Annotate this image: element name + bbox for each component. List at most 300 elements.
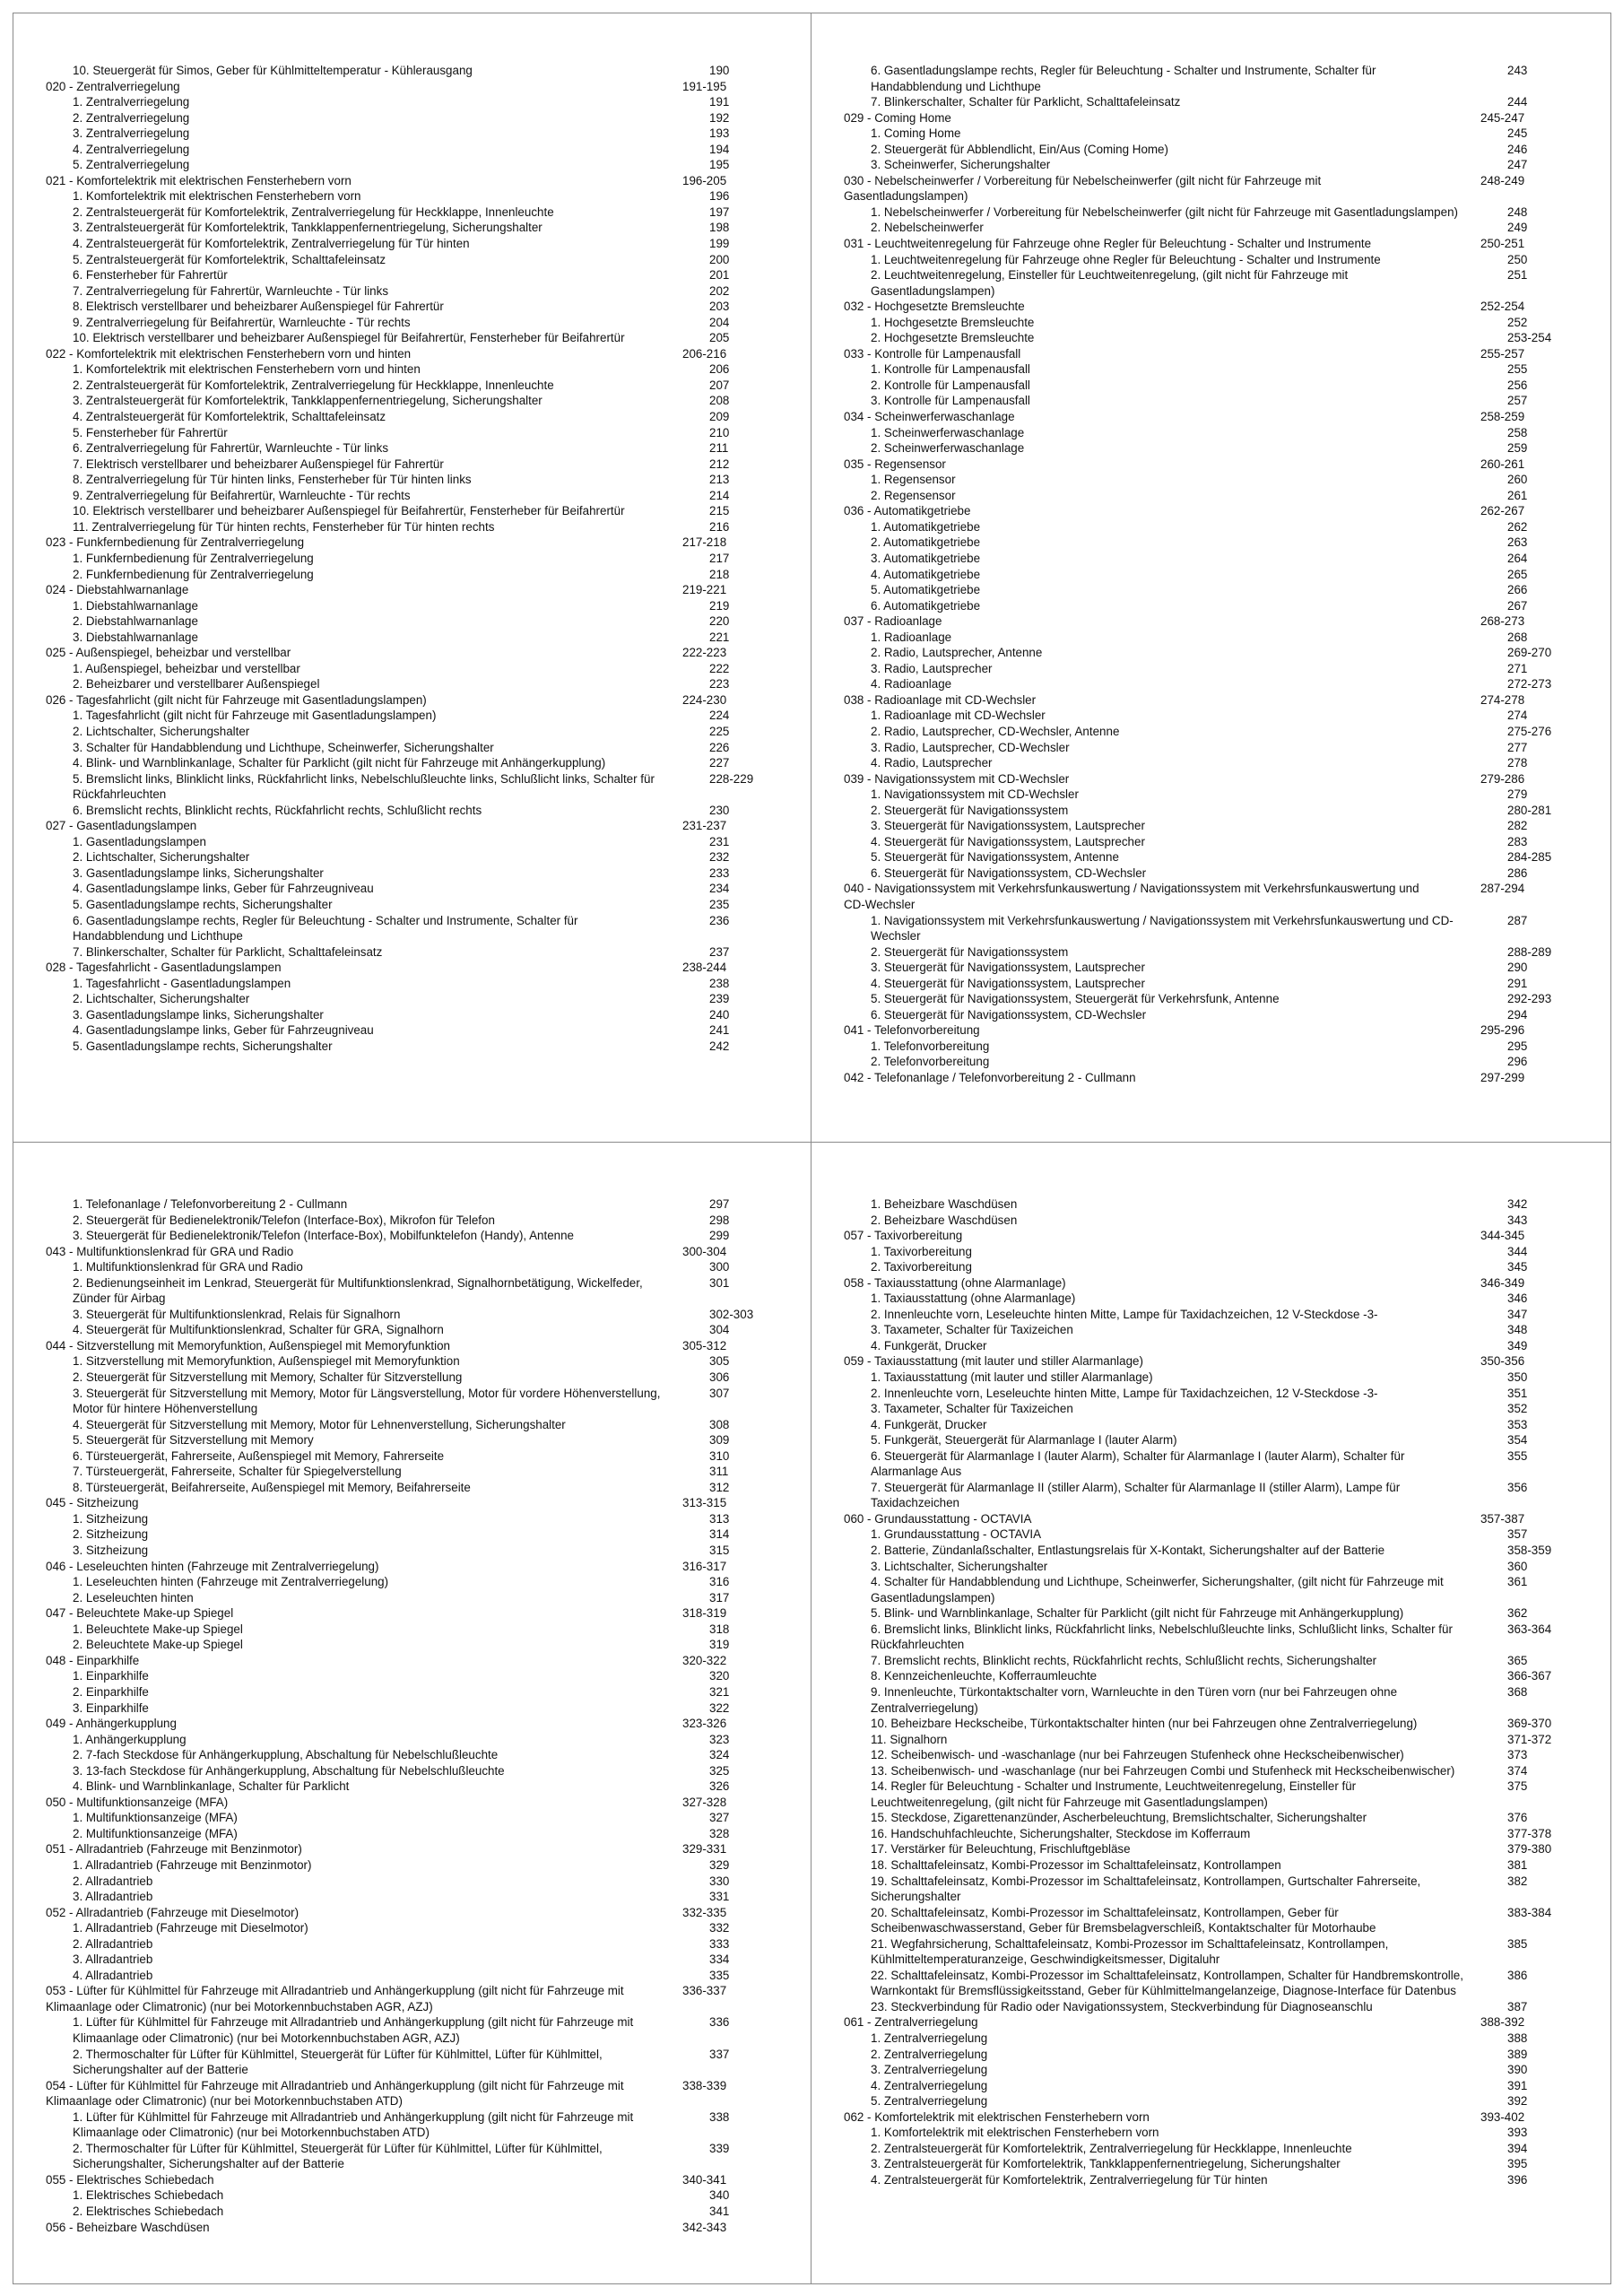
toc-subentry	[844, 519, 1601, 535]
toc-subentry	[46, 1968, 802, 1984]
toc-subentry	[46, 755, 802, 771]
toc-entry-page: 207	[709, 378, 730, 392]
toc-entry-page: 321	[709, 1684, 730, 1699]
toc-entry-page: 231-237	[682, 819, 727, 833]
toc-section	[844, 299, 1601, 315]
toc-subentry	[844, 818, 1601, 834]
toc-entry-title: 7. Elektrisch verstellbarer und beheizbarer Außenspiegel für Fahrertür	[73, 457, 444, 471]
toc-entry-page: 223	[709, 677, 730, 691]
toc-entry-page: 349	[1507, 1338, 1528, 1352]
toc-entry-page: 259	[1507, 441, 1528, 456]
toc-subentry	[46, 1370, 802, 1386]
toc-entry-title: 2. Batterie, Zündanlaßschalter, Entlastungsrelais für X-Kontakt, Sicherungshalter auf der Batterie	[871, 1544, 1385, 1558]
toc-entry-title: 4. Steuergerät für Navigationssystem, Lautsprecher	[871, 976, 1145, 990]
toc-subentry	[46, 1874, 802, 1890]
toc-entry-title: 3. Gasentladungslampe links, Sicherungshalter	[73, 865, 324, 880]
toc-entry-page: 343	[1507, 1213, 1528, 1227]
toc-entry-page: 346	[1507, 1292, 1528, 1306]
toc-subentry	[844, 1874, 1601, 1905]
toc-entry-title: 3. Steuergerät für Bedienelektronik/Telefon (Interface-Box), Mobilfunktelefon (Handy), Antenne	[73, 1229, 574, 1243]
toc-entry-page: 313	[709, 1511, 730, 1526]
toc-entry-title: 057 - Taxivorbereitung	[844, 1229, 963, 1243]
toc-entry-title: 036 - Automatikgetriebe	[844, 504, 971, 518]
toc-entry-page: 282	[1507, 819, 1528, 833]
toc-subentry	[844, 94, 1601, 110]
toc-entry-title: 1. Allradantrieb (Fahrzeuge mit Dieselmotor)	[73, 1921, 308, 1935]
toc-entry-page: 385	[1507, 1936, 1528, 1951]
toc-subentry	[844, 1054, 1601, 1070]
toc-section	[844, 173, 1601, 204]
toc-subentry	[844, 1763, 1601, 1779]
toc-subentry	[46, 834, 802, 850]
toc-entry-page: 194	[709, 142, 730, 156]
toc-entry-title: 5. Zentralsteuergerät für Komfortelektrik, Schalttafeleinsatz	[73, 252, 386, 266]
toc-subentry	[844, 2031, 1601, 2047]
toc-subentry	[844, 440, 1601, 457]
toc-entry-page: 352	[1507, 1402, 1528, 1416]
toc-entry-page: 328	[709, 1826, 730, 1840]
toc-entry-title: 1. Telefonvorbereitung	[871, 1039, 990, 1053]
toc-entry-page: 238	[709, 976, 730, 990]
toc-section	[46, 582, 802, 598]
toc-section	[46, 2220, 802, 2236]
toc-entry-title: 5. Gasentladungslampe rechts, Sicherungshalter	[73, 897, 333, 911]
toc-subentry	[844, 1386, 1601, 1402]
toc-entry-title: 14. Regler für Beleuchtung - Schalter und Instrumente, Leuchtweitenregelung, Einsteller für Leuchtweitenregelung, (gilt nicht für Fahrzeuge mit Gasentladungslampen)	[871, 1779, 1357, 1809]
toc-subentry	[844, 991, 1601, 1007]
toc-entry-page: 257	[1507, 394, 1528, 408]
toc-entry-title: 2. Radio, Lautsprecher, Antenne	[871, 646, 1043, 660]
toc-entry-title: 2. Lichtschalter, Sicherungshalter	[73, 850, 250, 865]
toc-entry-page: 217	[709, 551, 730, 565]
toc-subentry	[46, 283, 802, 300]
toc-entry-title: 029 - Coming Home	[844, 110, 951, 125]
toc-entry-title: 7. Steuergerät für Alarmanlage II (stiller Alarm), Schalter für Alarmanlage II (stiller Alarm), Lampe für Taxidachzeichen	[871, 1480, 1401, 1510]
toc-entry-page: 268	[1507, 630, 1528, 644]
toc-entry-title: 10. Elektrisch verstellbarer und beheizbarer Außenspiegel für Beifahrertür, Fensterheber für Beifahrertür	[73, 504, 625, 518]
toc-entry-title: 4. Zentralverriegelung	[871, 2078, 988, 2092]
toc-entry-title: 12. Scheibenwisch- und -waschanlage (nur bei Fahrzeugen Stufenheck ohne Heckscheibenwischer)	[871, 1748, 1404, 1762]
toc-entry-page: 304	[709, 1323, 730, 1337]
toc-subentry	[844, 1605, 1601, 1622]
toc-subentry	[844, 2141, 1601, 2157]
toc-entry-title: 2. Allradantrieb	[73, 1936, 153, 1951]
toc-list	[46, 63, 802, 1054]
toc-subentry	[46, 142, 802, 158]
toc-subentry	[46, 976, 802, 992]
toc-entry-page: 275-276	[1507, 724, 1552, 738]
toc-subentry	[844, 1213, 1601, 1229]
toc-entry-page: 274-278	[1480, 692, 1525, 707]
toc-entry-title: 2. Zentralsteuergerät für Komfortelektrik, Zentralverriegelung für Heckklappe, Innenleuchte	[871, 2141, 1352, 2155]
toc-entry-title: 2. Einparkhilfe	[73, 1684, 149, 1699]
toc-subentry	[844, 708, 1601, 724]
toc-entry-title: 3. Einparkhilfe	[73, 1700, 149, 1715]
toc-subentry	[46, 126, 802, 142]
toc-subentry	[844, 865, 1601, 882]
toc-entry-title: 048 - Einparkhilfe	[46, 1653, 140, 1667]
toc-entry-title: 1. Leuchtweitenregelung für Fahrzeuge ohne Regler für Beleuchtung - Schalter und Instrumente	[871, 252, 1381, 266]
toc-entry-page: 377-378	[1507, 1826, 1552, 1840]
toc-section	[844, 236, 1601, 252]
toc-entry-page: 314	[709, 1527, 730, 1542]
toc-entry-page: 295-296	[1480, 1023, 1525, 1038]
toc-subentry	[46, 1732, 802, 1748]
toc-subentry	[844, 472, 1601, 488]
toc-entry-page: 302-303	[709, 1307, 754, 1321]
toc-entry-page: 296	[1507, 1055, 1528, 1069]
toc-subentry	[46, 1952, 802, 1968]
toc-subentry	[844, 378, 1601, 394]
toc-entry-page: 271	[1507, 661, 1528, 675]
toc-subentry	[46, 676, 802, 692]
toc-entry-title: 3. Radio, Lautsprecher, CD-Wechsler	[871, 740, 1070, 754]
toc-entry-title: 2. Zentralverriegelung	[73, 110, 190, 125]
toc-entry-title: 1. Gasentladungslampen	[73, 834, 206, 848]
toc-subentry	[46, 1779, 802, 1795]
toc-entry-title: 20. Schalttafeleinsatz, Kombi-Prozessor im Schalttafeleinsatz, Kontrollampen, Geber für Scheibenwaschwasserstand, Geber für Bremsbelagverschleiß, Kontaktschalter für Motorhaube	[871, 1905, 1376, 1935]
toc-entry-page: 232	[709, 850, 730, 865]
toc-entry-title: 1. Multifunktionslenkrad für GRA und Radio	[73, 1260, 303, 1274]
toc-subentry	[46, 551, 802, 567]
toc-entry-page: 269-270	[1507, 646, 1552, 660]
toc-entry-title: 3. Allradantrieb	[73, 1890, 153, 1904]
toc-entry-page: 258-259	[1480, 410, 1525, 424]
toc-subentry	[46, 1574, 802, 1590]
toc-subentry	[46, 110, 802, 126]
toc-section	[46, 1841, 802, 1857]
toc-subentry	[46, 1920, 802, 1936]
toc-entry-page: 344	[1507, 1244, 1528, 1258]
toc-entry-page: 248-249	[1480, 173, 1525, 187]
toc-entry-page: 362	[1507, 1606, 1528, 1621]
toc-entry-title: 2. Steuergerät für Abblendlicht, Ein/Aus (Coming Home)	[871, 142, 1168, 156]
toc-entry-title: 4. Automatikgetriebe	[871, 567, 981, 581]
toc-entry-page: 371-372	[1507, 1732, 1552, 1746]
toc-entry-title: 6. Bremslicht rechts, Blinklicht rechts, Rückfahrlicht rechts, Schlußlicht rechts	[73, 803, 482, 817]
toc-entry-title: 5. Steuergerät für Sitzverstellung mit Memory	[73, 1433, 314, 1448]
toc-entry-title: 4. Gasentladungslampe links, Geber für Fahrzeugniveau	[73, 1023, 374, 1038]
toc-entry-title: 1. Beheizbare Waschdüsen	[871, 1197, 1018, 1211]
toc-entry-page: 218	[709, 567, 730, 581]
toc-entry-title: 5. Steuergerät für Navigationssystem, Antenne	[871, 850, 1119, 865]
toc-subentry	[46, 1590, 802, 1606]
toc-subentry	[844, 598, 1601, 614]
toc-entry-page: 389	[1507, 2047, 1528, 2061]
toc-entry-title: 2. Steuergerät für Navigationssystem	[871, 944, 1069, 959]
toc-entry-page: 337	[709, 2047, 730, 2061]
toc-entry-title: 8. Kennzeichenleuchte, Kofferraumleuchte	[871, 1669, 1098, 1683]
toc-entry-title: 3. Steuergerät für Navigationssystem, Lautsprecher	[871, 819, 1145, 833]
toc-entry-page: 230	[709, 803, 730, 817]
toc-entry-title: 2. Zentralverriegelung	[871, 2047, 988, 2061]
toc-entry-page: 192	[709, 110, 730, 125]
toc-entry-page: 226	[709, 740, 730, 754]
toc-section	[46, 535, 802, 551]
toc-list	[844, 1196, 1601, 2187]
toc-entry-title: 2. Innenleuchte vorn, Leseleuchte hinten Mitte, Lampe für Taxidachzeichen, 12 V-Steckdose -3-	[871, 1307, 1378, 1321]
toc-entry-page: 217-218	[682, 535, 727, 550]
toc-entry-page: 345	[1507, 1260, 1528, 1274]
toc-entry-title: 4. Schalter für Handabblendung und Lichthupe, Scheinwerfer, Sicherungshalter, (gilt nicht für Fahrzeuge mit Gasentladungslampen)	[871, 1575, 1444, 1605]
toc-subentry	[46, 330, 802, 346]
toc-entry-title: 056 - Beheizbare Waschdüsen	[46, 2220, 210, 2234]
toc-entry-page: 252-254	[1480, 300, 1525, 314]
toc-entry-title: 021 - Komfortelektrik mit elektrischen Fensterhebern vorn	[46, 173, 352, 187]
toc-entry-title: 4. Zentralsteuergerät für Komfortelektrik, Zentralverriegelung für Tür hinten	[73, 237, 470, 251]
toc-entry-title: 051 - Allradantrieb (Fahrzeuge mit Benzinmotor)	[46, 1842, 302, 1857]
toc-section	[844, 409, 1601, 425]
toc-entry-title: 054 - Lüfter für Kühlmittel für Fahrzeuge mit Allradantrieb und Anhängerkupplung (gilt nicht für Fahrzeuge mit Klimaanlage oder Climatronic) (nur bei Motorkennbuchstaben ATD)	[46, 2078, 624, 2109]
toc-section	[46, 1653, 802, 1669]
toc-entry-title: 2. Beleuchtete Make-up Spiegel	[73, 1638, 243, 1652]
toc-subentry	[46, 1763, 802, 1779]
toc-subentry	[844, 645, 1601, 661]
toc-subentry	[844, 1007, 1601, 1023]
toc-entry-page: 262-267	[1480, 504, 1525, 518]
toc-entry-page: 300	[709, 1260, 730, 1274]
toc-entry-title: 058 - Taxiausstattung (ohne Alarmanlage)	[844, 1275, 1066, 1290]
toc-entry-page: 221	[709, 630, 730, 644]
toc-entry-title: 050 - Multifunktionsanzeige (MFA)	[46, 1795, 229, 1809]
toc-entry-page: 231	[709, 834, 730, 848]
toc-subentry	[844, 1244, 1601, 1260]
toc-subentry	[46, 1511, 802, 1527]
toc-subentry	[844, 1543, 1601, 1559]
toc-entry-title: 1. Komfortelektrik mit elektrischen Fensterhebern vorn und hinten	[73, 362, 421, 377]
toc-subentry	[46, 1196, 802, 1213]
toc-entry-page: 191	[709, 95, 730, 109]
toc-subentry	[844, 1936, 1601, 1968]
toc-entry-title: 3. Diebstahlwarnanlage	[73, 630, 198, 644]
toc-entry-page: 333	[709, 1936, 730, 1951]
toc-entry-title: 10. Steuergerät für Simos, Geber für Kühlmitteltemperatur - Kühlerausgang	[73, 64, 473, 77]
toc-subentry	[844, 630, 1601, 646]
toc-entry-page: 350-356	[1480, 1354, 1525, 1369]
toc-entry-title: 15. Steckdose, Zigarettenanzünder, Ascherbeleuchtung, Bremslichtschalter, Sicherungshalter	[871, 1811, 1367, 1825]
toc-subentry	[844, 2047, 1601, 2063]
toc-entry-page: 316-317	[682, 1559, 727, 1573]
toc-subentry	[844, 1401, 1601, 1417]
toc-entry-title: 2. Hochgesetzte Bremsleuchte	[871, 331, 1035, 345]
toc-subentry	[46, 440, 802, 457]
toc-entry-page: 193	[709, 126, 730, 141]
toc-entry-page: 344-345	[1480, 1229, 1525, 1243]
toc-entry-title: 1. Sitzheizung	[73, 1511, 149, 1526]
toc-entry-title: 042 - Telefonanlage / Telefonvorbereitung 2 - Cullmann	[844, 1071, 1136, 1084]
toc-entry-page: 267	[1507, 598, 1528, 613]
toc-subentry	[46, 409, 802, 425]
toc-entry-title: 4. Zentralsteuergerät für Komfortelektrik, Schalttafeleinsatz	[73, 410, 386, 424]
toc-subentry	[46, 944, 802, 961]
toc-entry-page: 260-261	[1480, 457, 1525, 471]
toc-entry-page: 213	[709, 473, 730, 487]
toc-entry-title: 3. Taxameter, Schalter für Taxizeichen	[871, 1323, 1073, 1337]
toc-entry-page: 258	[1507, 425, 1528, 439]
toc-subentry	[844, 1574, 1601, 1605]
toc-list	[46, 1196, 802, 2235]
toc-section	[46, 1605, 802, 1622]
toc-entry-title: 1. Elektrisches Schiebedach	[73, 2188, 224, 2203]
toc-subentry	[46, 1259, 802, 1275]
toc-subentry	[46, 913, 802, 944]
toc-entry-page: 393-402	[1480, 2109, 1525, 2124]
toc-subentry	[46, 519, 802, 535]
toc-subentry	[46, 1464, 802, 1480]
toc-entry-page: 200	[709, 252, 730, 266]
toc-entry-page: 338	[709, 2109, 730, 2124]
toc-entry-title: 031 - Leuchtweitenregelung für Fahrzeuge ohne Regler für Beleuchtung - Schalter und Instrumente	[844, 237, 1372, 251]
toc-subentry	[46, 2014, 802, 2046]
toc-subentry	[844, 567, 1601, 583]
toc-entry-page: 392	[1507, 2094, 1528, 2109]
toc-entry-title: 1. Komfortelektrik mit elektrischen Fensterhebern vorn	[871, 2126, 1159, 2140]
toc-entry-title: 23. Steckverbindung für Radio oder Navigationssystem, Steckverbindung für Diagnoseanschlu	[871, 1999, 1373, 2013]
toc-subentry	[844, 1857, 1601, 1874]
toc-entry-title: 9. Innenleuchte, Türkontaktschalter vorn, Warnleuchte in den Türen vorn (nur bei Fahrzeugen ohne Zentralverriegelung)	[871, 1684, 1398, 1715]
toc-subentry	[46, 567, 802, 583]
toc-entry-page: 225	[709, 724, 730, 738]
toc-entry-title: 3. Schalter für Handabblendung und Lichthupe, Scheinwerfer, Sicherungshalter	[73, 740, 494, 754]
toc-entry-page: 244	[1507, 95, 1528, 109]
toc-entry-page: 222-223	[682, 646, 727, 660]
toc-entry-page: 318	[709, 1622, 730, 1636]
toc-entry-page: 243	[1507, 64, 1528, 77]
toc-entry-title: 2. Steuergerät für Sitzverstellung mit Memory, Schalter für Sitzverstellung	[73, 1370, 463, 1385]
toc-entry-page: 356	[1507, 1480, 1528, 1494]
toc-entry-title: 059 - Taxiausstattung (mit lauter und stiller Alarmanlage)	[844, 1354, 1143, 1369]
toc-entry-title: 8. Elektrisch verstellbarer und beheizbarer Außenspiegel für Fahrertür	[73, 300, 444, 314]
toc-subentry	[46, 1007, 802, 1023]
toc-subentry	[844, 740, 1601, 756]
toc-section	[46, 692, 802, 709]
toc-section	[844, 692, 1601, 709]
toc-entry-title: 039 - Navigationssystem mit CD-Wechsler	[844, 771, 1070, 786]
toc-entry-page: 300-304	[682, 1244, 727, 1258]
toc-subentry	[844, 267, 1601, 299]
toc-subentry	[844, 1259, 1601, 1275]
toc-entry-page: 250-251	[1480, 237, 1525, 251]
toc-entry-title: 2. Thermoschalter für Lüfter für Kühlmittel, Steuergerät für Lüfter für Kühlmittel, Lüfter für Kühlmittel, Sicherungshalter auf der Batterie	[73, 2047, 603, 2077]
toc-entry-title: 4. Blink- und Warnblinkanlage, Schalter für Parklicht (gilt nicht für Fahrzeuge mit Anhängerkupplung)	[73, 756, 606, 770]
toc-entry-page: 307	[709, 1386, 730, 1400]
toc-entry-page: 393	[1507, 2126, 1528, 2140]
toc-subentry	[844, 1841, 1601, 1857]
toc-entry-title: 3. Zentralverriegelung	[871, 2063, 988, 2077]
toc-entry-title: 037 - Radioanlage	[844, 614, 942, 629]
toc-entry-title: 049 - Anhängerkupplung	[46, 1717, 177, 1731]
toc-section	[46, 79, 802, 95]
toc-subentry	[46, 881, 802, 897]
toc-entry-page: 261	[1507, 488, 1528, 502]
toc-subentry	[844, 1810, 1601, 1826]
toc-entry-title: 2. Automatikgetriebe	[871, 535, 981, 550]
toc-entry-title: 2. Nebelscheinwerfer	[871, 221, 984, 235]
toc-subentry	[844, 1905, 1601, 1936]
toc-entry-page: 246	[1507, 142, 1528, 156]
toc-entry-title: 13. Scheibenwisch- und -waschanlage (nur bei Fahrzeugen Combi und Stufenheck mit Heckscheibenwischer)	[871, 1763, 1455, 1778]
toc-entry-page: 338-339	[682, 2078, 727, 2092]
toc-subentry	[844, 849, 1601, 865]
toc-entry-page: 297-299	[1480, 1071, 1525, 1084]
toc-subentry	[844, 755, 1601, 771]
toc-subentry	[46, 1353, 802, 1370]
toc-subentry	[46, 1480, 802, 1496]
toc-entry-title: 1. Taxiausstattung (mit lauter und stiller Alarmanlage)	[871, 1370, 1153, 1385]
toc-subentry	[844, 315, 1601, 331]
toc-entry-title: 5. Fensterheber für Fahrertür	[73, 425, 228, 439]
toc-entry-title: 4. Blink- und Warnblinkanlage, Schalter für Parklicht	[73, 1779, 350, 1794]
toc-subentry	[46, 252, 802, 268]
toc-entry-page: 241	[709, 1023, 730, 1038]
toc-entry-title: 2. Zentralsteuergerät für Komfortelektrik, Zentralverriegelung für Heckklappe, Innenleuchte	[73, 204, 554, 219]
toc-subentry	[844, 204, 1601, 221]
toc-entry-title: 7. Blinkerschalter, Schalter für Parklicht, Schalttafeleinsatz	[871, 95, 1181, 109]
toc-entry-page: 197	[709, 204, 730, 219]
toc-subentry	[46, 771, 802, 803]
toc-entry-page: 358-359	[1507, 1544, 1552, 1558]
toc-subentry	[844, 1732, 1601, 1748]
toc-entry-title: 1. Einparkhilfe	[73, 1669, 149, 1683]
toc-section	[844, 881, 1601, 912]
toc-entry-title: 026 - Tagesfahrlicht (gilt nicht für Fahrzeuge mit Gasentladungslampen)	[46, 692, 427, 707]
toc-entry-page: 391	[1507, 2078, 1528, 2092]
toc-section	[844, 1353, 1601, 1370]
toc-entry-page: 215	[709, 504, 730, 518]
toc-subentry	[844, 661, 1601, 677]
toc-entry-title: 2. Zentralsteuergerät für Komfortelektrik, Zentralverriegelung für Heckklappe, Innenleuchte	[73, 378, 554, 392]
toc-entry-page: 365	[1507, 1653, 1528, 1667]
toc-subentry	[46, 1622, 802, 1638]
toc-subentry	[844, 1039, 1601, 1055]
toc-entry-page: 326	[709, 1779, 730, 1794]
toc-entry-title: 2. 7-fach Steckdose für Anhängerkupplung, Abschaltung für Nebelschlußleuchte	[73, 1748, 499, 1762]
toc-entry-page: 383-384	[1507, 1905, 1552, 1919]
toc-subentry	[844, 1668, 1601, 1684]
toc-entry-title: 1. Kontrolle für Lampenausfall	[871, 362, 1030, 377]
toc-entry-title: 2. Steuergerät für Bedienelektronik/Telefon (Interface-Box), Mikrofon für Telefon	[73, 1213, 495, 1227]
toc-section	[46, 1338, 802, 1354]
toc-entry-page: 279	[1507, 787, 1528, 802]
toc-entry-page: 298	[709, 1213, 730, 1227]
toc-entry-page: 310	[709, 1448, 730, 1463]
toc-subentry	[46, 613, 802, 630]
toc-subentry	[46, 1826, 802, 1842]
toc-subentry	[46, 457, 802, 473]
toc-subentry	[46, 2187, 802, 2204]
toc-subentry	[46, 1526, 802, 1543]
toc-entry-title: 1. Tagesfahrlicht (gilt nicht für Fahrzeuge mit Gasentladungslampen)	[73, 709, 437, 723]
toc-entry-title: 3. 13-fach Steckdose für Anhängerkupplung, Abschaltung für Nebelschlußleuchte	[73, 1763, 505, 1778]
toc-entry-page: 190	[709, 64, 730, 77]
toc-entry-title: 2. Leseleuchten hinten	[73, 1590, 194, 1605]
toc-section	[844, 2014, 1601, 2031]
toc-entry-page: 237	[709, 944, 730, 959]
toc-entry-page: 369-370	[1507, 1717, 1552, 1731]
toc-subentry	[46, 1637, 802, 1653]
toc-subentry	[844, 960, 1601, 976]
toc-entry-title: 022 - Komfortelektrik mit elektrischen Fensterhebern vorn und hinten	[46, 346, 412, 361]
toc-entry-title: 1. Zentralverriegelung	[73, 95, 190, 109]
toc-entry-title: 16. Handschuhfachleuchte, Sicherungshalter, Steckdose im Kofferraum	[871, 1826, 1251, 1840]
toc-entry-title: 8. Zentralverriegelung für Tür hinten links, Fensterheber für Tür hinten links	[73, 473, 472, 487]
toc-subentry	[46, 865, 802, 882]
toc-subentry	[844, 1196, 1601, 1213]
toc-entry-title: 5. Steuergerät für Navigationssystem, Steuergerät für Verkehrsfunk, Antenne	[871, 992, 1280, 1006]
toc-entry-page: 191-195	[682, 79, 727, 93]
toc-entry-page: 360	[1507, 1559, 1528, 1573]
toc-subentry	[46, 630, 802, 646]
